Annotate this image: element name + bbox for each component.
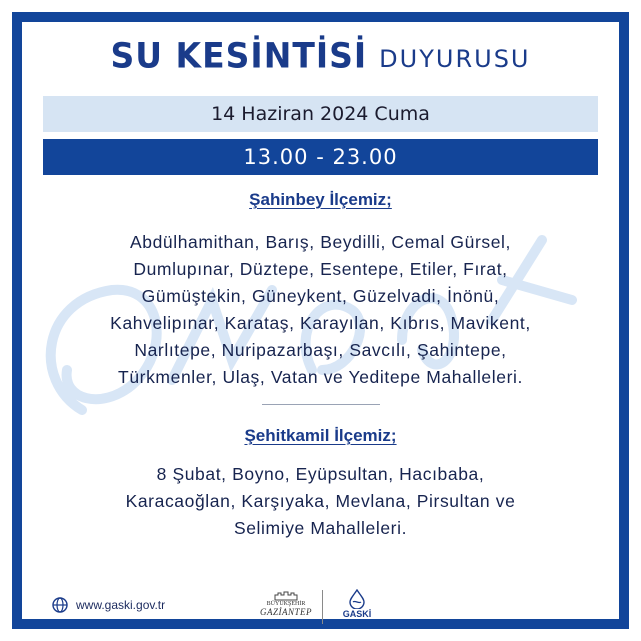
list-line: Abdülhamithan, Barış, Beydilli, Cemal Gürsel,: [129, 232, 512, 252]
neighborhood-list-sahinbey: [60, 229, 581, 391]
list-line: Selimiye Mahalleleri.: [233, 518, 408, 538]
date-bar: 14 Haziran 2024 Cuma: [43, 96, 598, 132]
gaski-logo: [332, 584, 382, 624]
list-line: Türkmenler, Ulaş, Vatan ve Yeditepe Mahalleleri.: [118, 367, 523, 387]
castle-icon: [273, 591, 299, 601]
list-line: Dumlupınar, Düztepe, Esentepe, Etiler, Fırat,: [133, 259, 508, 279]
list-line: 8 Şubat, Boyno, Eyüpsultan, Hacıbaba,: [156, 464, 485, 484]
globe-icon: [52, 597, 68, 613]
list-line: Karacaoğlan, Karşıyaka, Mevlana, Pirsultan ve: [125, 491, 516, 511]
water-drop-icon: [348, 589, 366, 609]
section-divider: [262, 404, 380, 405]
gaski-logo-text: GASKİ: [342, 609, 372, 619]
title-sub: DUYURUSU: [379, 45, 531, 73]
district-heading-sahinbey: Şahinbey İlçemiz;: [249, 190, 392, 209]
website-link[interactable]: [52, 597, 165, 613]
website-text: www.gaski.gov.tr: [76, 598, 166, 612]
district-heading-sehitkamil: Şehitkamil İlçemiz;: [244, 426, 397, 445]
gaziantep-logo-small: BÜYÜKŞEHİR: [266, 601, 306, 607]
list-line: Gümüştekin, Güneykent, Güzelvadi, İnönü,: [141, 286, 500, 306]
gaziantep-logo: [256, 584, 316, 624]
time-bar: 13.00 - 23.00: [43, 139, 598, 175]
list-line: Kahvelipınar, Karataş, Karayılan, Kıbrıs, Mavikent,: [110, 313, 531, 333]
title-main: SU KESİNTİSİ: [110, 35, 368, 76]
announcement-title: [0, 36, 641, 75]
gaziantep-logo-name: GAZİANTEP: [259, 607, 312, 617]
neighborhood-list-sehitkamil: [60, 461, 581, 542]
list-line: Narlıtepe, Nuripazarbaşı, Savcılı, Şahintepe,: [134, 340, 507, 360]
logo-separator: [322, 590, 323, 624]
